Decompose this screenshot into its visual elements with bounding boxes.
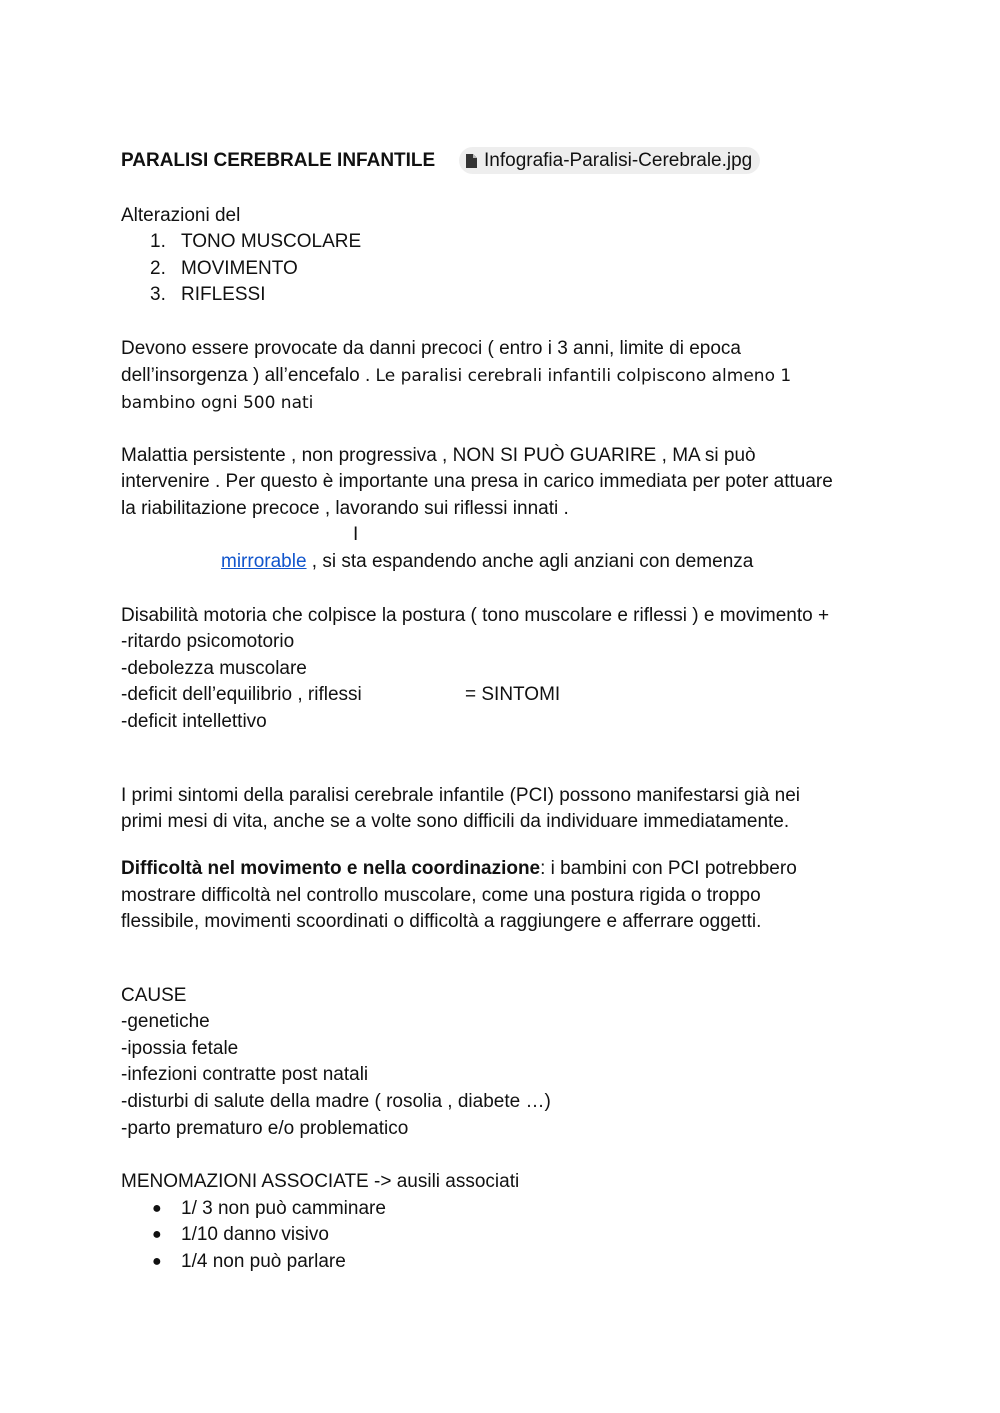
list-item: -deficit dell’equilibrio , riflessi	[121, 684, 362, 705]
bullet-icon: ●	[152, 1200, 162, 1217]
list-item: 1/4 non può parlare	[181, 1251, 346, 1272]
list-item: RIFLESSI	[181, 284, 266, 305]
list-item: -genetiche	[121, 1011, 210, 1032]
attachment-name: Infografia-Paralisi-Cerebrale.jpg	[484, 149, 753, 171]
file-icon	[466, 154, 477, 168]
paragraph-line: mostrare difficoltà nel controllo muscolare, come una postura rigida o troppo	[121, 885, 761, 906]
paragraph-bold-text: Difficoltà nel movimento e nella coordinazione	[121, 858, 541, 879]
paragraph-line: I primi sintomi della paralisi cerebrale infantile (PCI) possono manifestarsi già nei	[121, 785, 801, 806]
list-item: -parto prematuro e/o problematico	[121, 1118, 409, 1139]
list-item: 1/10 danno visivo	[181, 1224, 329, 1245]
list-number: 3.	[150, 284, 166, 305]
paragraph-line	[121, 856, 797, 882]
list-item: -disturbi di salute della madre ( rosolia , diabete …)	[121, 1091, 551, 1112]
list-item: -ritardo psicomotorio	[121, 631, 295, 652]
impairments-heading: MENOMAZIONI ASSOCIATE -> ausili associati	[121, 1171, 520, 1192]
paragraph-line	[121, 363, 791, 389]
list-item: MOVIMENTO	[181, 258, 298, 279]
bullet-icon: ●	[152, 1226, 162, 1243]
list-item: -infezioni contratte post natali	[121, 1064, 369, 1085]
symptoms-label: = SINTOMI	[465, 684, 561, 705]
paragraph-text: dell’insorgenza ) all’encefalo .	[121, 365, 371, 386]
mirrorable-link[interactable]: mirrorable	[221, 551, 307, 572]
list-item: -debolezza muscolare	[121, 658, 307, 679]
attachment-chip[interactable]	[459, 147, 760, 174]
list-item: 1/ 3 non può camminare	[181, 1198, 386, 1219]
paragraph-line: bambino ogni 500 nati	[121, 393, 314, 413]
text-cursor: I	[353, 524, 359, 545]
paragraph-line: Devono essere provocate da danni precoci ( entro i 3 anni, limite di epoca	[121, 338, 741, 359]
causes-heading: CAUSE	[121, 985, 187, 1006]
document-title: PARALISI CEREBRALE INFANTILE	[121, 150, 436, 171]
paragraph-line	[221, 549, 753, 575]
paragraph-text: : i bambini con PCI potrebbero	[540, 858, 797, 879]
paragraph-text: Le paralisi cerebrali infantili colpiscono almeno 1	[375, 366, 792, 386]
paragraph-text: , si sta espandendo anche agli anziani con demenza	[306, 551, 754, 572]
paragraph-line: flessibile, movimenti scoordinati o difficoltà a raggiungere e afferrare oggetti.	[121, 911, 762, 932]
paragraph-line: Malattia persistente , non progressiva , NON SI PUÒ GUARIRE , MA si può	[121, 445, 756, 466]
list-item: -deficit intellettivo	[121, 711, 267, 732]
paragraph-line: intervenire . Per questo è importante una presa in carico immediata per poter attuare	[121, 471, 833, 492]
list-item: TONO MUSCOLARE	[181, 231, 362, 252]
bullet-icon: ●	[152, 1253, 162, 1270]
list-number: 2.	[150, 258, 166, 279]
paragraph-line: la riabilitazione precoce , lavorando sui riflessi innati .	[121, 498, 569, 519]
list-number: 1.	[150, 231, 166, 252]
disability-intro: Disabilità motoria che colpisce la postura ( tono muscolare e riflessi ) e movimento +	[121, 605, 830, 626]
alterations-intro: Alterazioni del	[121, 205, 241, 226]
paragraph-line: primi mesi di vita, anche se a volte sono difficili da individuare immediatamente.	[121, 811, 790, 832]
list-item: -ipossia fetale	[121, 1038, 239, 1059]
